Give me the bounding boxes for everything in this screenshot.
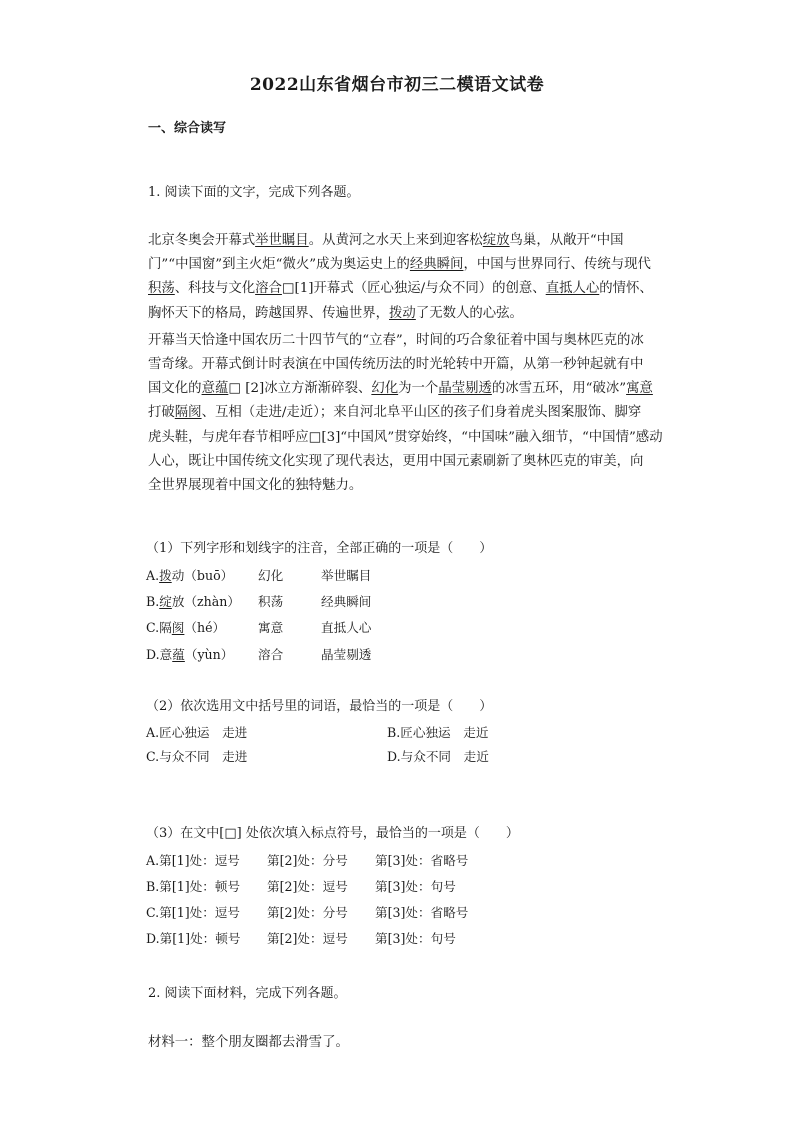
option-item: A.第[1]处：逗号	[146, 853, 240, 868]
passage-line	[148, 401, 668, 425]
text-run: 雪奇缘。开幕式倒计时表演在中国传统历法的时光轮转中开篇，从第一秒钟起就有中	[148, 357, 644, 373]
option-a: A.匠心独运 走进	[146, 725, 248, 740]
option-word: C.隔阂（hé）	[146, 620, 226, 635]
text-run: □[1]开幕式（匠心独运/与众不同）的创意、	[281, 281, 546, 297]
text-run: 、互相（走进/走近）；来自河北阜平山区的孩子们身着虎头图案服饰、脚穿	[201, 405, 642, 421]
material-1: 材料一：整个朋友圈都去滑雪了。	[148, 1035, 349, 1050]
option-item: 第[3]处：句号	[375, 931, 456, 946]
passage-line	[148, 253, 668, 277]
text-run: 的情怀、	[599, 281, 653, 297]
option-word: 经典瞬间	[321, 594, 372, 609]
text-run: 国文化的	[148, 381, 202, 397]
passage-line	[148, 474, 668, 498]
underlined-word: 经典瞬间	[409, 257, 464, 273]
option-item: D.第[1]处：顿号	[146, 931, 241, 946]
option-item: 第[2]处：逗号	[267, 931, 348, 946]
option-word: A.拨动（buō）	[146, 568, 234, 583]
underlined-word: 直抵人心	[545, 281, 600, 297]
text-run: □ [2]冰立方渐渐碎裂、	[228, 381, 372, 397]
option-c: C.与众不同 走进	[146, 749, 248, 764]
option-word: 溶合	[258, 647, 284, 662]
passage-line	[148, 277, 668, 301]
option-word: 幻化	[258, 568, 284, 583]
underlined-word: 意蕴	[201, 381, 229, 397]
underlined-word: 举世瞩目	[255, 233, 309, 248]
passage-line	[148, 302, 668, 326]
text-run: 北京冬奥会开幕式	[148, 233, 256, 248]
option-word: 直抵人心	[321, 620, 372, 635]
passage-line	[148, 426, 668, 450]
question-1-prompt: 1. 阅读下面的文字，完成下列各题。	[148, 185, 360, 200]
underlined-word: 晶莹剔透	[438, 381, 492, 397]
option-b: B.匠心独运 走近	[387, 725, 489, 740]
page-title: 2022山东省烟台市初三二模语文试卷	[249, 75, 545, 95]
underlined-char: 拨	[159, 568, 172, 583]
sub-question-3-prompt: （3）在文中[□] 处依次填入标点符号，最恰当的一项是（ ）	[146, 826, 519, 841]
underlined-char: 阂	[171, 620, 185, 635]
underlined-word: 溶合	[255, 281, 282, 297]
option-item: B.第[1]处：顿号	[146, 879, 241, 894]
underlined-char: 蕴	[172, 647, 185, 662]
underlined-word: 幻化	[371, 381, 399, 397]
underlined-word: 积荡	[148, 281, 175, 297]
sub-question-1-prompt: （1）下列字形和划线字的注音，全部正确的一项是（ ）	[146, 541, 493, 556]
section-heading: 一、综合读写	[148, 121, 227, 136]
option-word: D.意蕴（yùn）	[146, 647, 234, 662]
underlined-word: 隔阂	[174, 405, 202, 421]
option-item: C.第[1]处：逗号	[146, 905, 240, 920]
option-word: 寓意	[258, 620, 284, 635]
text-run: ，中国与世界同行、传统与现代	[463, 257, 651, 273]
text-run: 的冰雪五环，用“破冰”	[491, 381, 627, 397]
option-item: 第[2]处：分号	[267, 853, 348, 868]
underlined-word: 寓意	[626, 381, 653, 397]
passage-line	[148, 229, 668, 253]
text-run: 。从黄河之水天上来到迎客松	[308, 233, 483, 248]
text-run: 门”“中国窗”到主火炬“微火”成为奥运史上的	[148, 257, 410, 273]
option-word: 晶莹剔透	[321, 647, 372, 662]
option-d: D.与众不同 走近	[387, 749, 489, 764]
option-word: 积荡	[258, 594, 284, 609]
underlined-char: 绽	[159, 594, 172, 609]
text-run: 虎头鞋，与虎年春节相呼应□[3]“中国风”贯穿始终，“中国味”融入细节，“中国情”感动	[148, 429, 663, 445]
option-item: 第[2]处：逗号	[267, 879, 348, 894]
text-run: 人心，既让中国传统文化实现了现代表达，更用中国元素刷新了奥林匹克的审美，向	[148, 453, 644, 469]
text-run: 为一个	[398, 381, 439, 397]
text-run: 、科技与文化	[174, 281, 256, 297]
reading-passage	[148, 229, 668, 498]
passage-line	[148, 377, 668, 401]
question-2-prompt: 2. 阅读下面材料，完成下列各题。	[148, 986, 347, 1001]
text-run: 了无数人的心弦。	[415, 305, 523, 321]
underlined-word: 绽放	[482, 233, 510, 248]
option-word: B.绽放（zhàn）	[146, 594, 241, 609]
option-item: 第[3]处：句号	[375, 879, 456, 894]
passage-line	[148, 450, 668, 474]
option-word: 举世瞩目	[321, 568, 372, 583]
option-item: 第[3]处：省略号	[375, 905, 469, 920]
sub-question-2-prompt: （2）依次选用文中括号里的词语，最恰当的一项是（ ）	[146, 699, 493, 714]
underlined-word: 拨动	[389, 305, 416, 321]
passage-line	[148, 353, 668, 377]
text-run: 胸怀天下的格局，跨越国界、传遍世界，	[148, 305, 390, 321]
text-run: 鸟巢，从敞开“中国	[509, 233, 624, 248]
option-item: 第[2]处：分号	[267, 905, 348, 920]
text-run: 全世界展现着中国文化的独特魅力。	[148, 478, 363, 494]
text-run: 开幕当天恰逢中国农历二十四节气的“立春”，时间的巧合象征着中国与奥林匹克的冰	[148, 332, 644, 348]
passage-line	[148, 329, 668, 353]
option-item: 第[3]处：省略号	[375, 853, 469, 868]
text-run: 打破	[148, 405, 175, 421]
